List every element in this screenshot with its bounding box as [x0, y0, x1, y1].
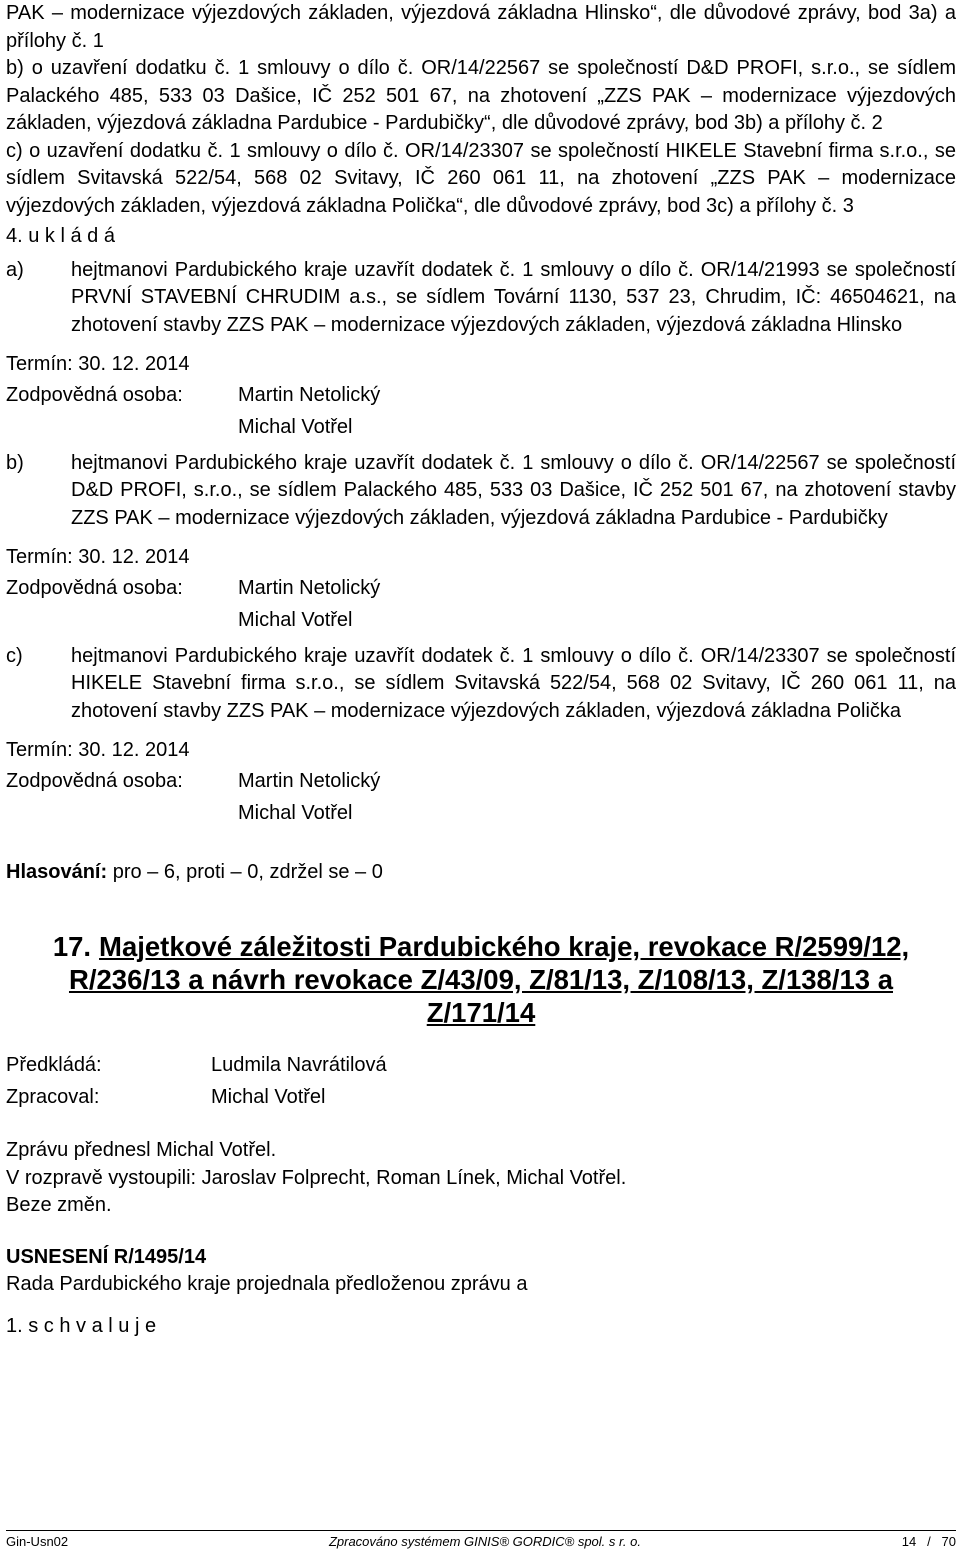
- item-text: hejtmanovi Pardubického kraje uzavřít dodatek č. 1 smlouvy o dílo č. OR/14/22567 se společností D&D PROFI, s.r.o., se sídlem Palackého 485, 533 03 Dašice, IČ 252 501 67, na zhotovení stavby ZZS PAK – modernizace výjezdových základen, výjezdová základna Pardubice - Pardubičky: [71, 451, 956, 529]
- responsible-person: Martin Netolický: [238, 576, 381, 599]
- responsible-block: [6, 765, 956, 829]
- footer-doc-code: Gin-Usn02: [6, 1534, 69, 1549]
- item-label: b): [6, 451, 24, 474]
- uklada-item-b: [6, 450, 956, 533]
- vote-result: [6, 859, 956, 887]
- responsible-person: Michal Votřel: [238, 608, 353, 631]
- item-text: hejtmanovi Pardubického kraje uzavřít dodatek č. 1 smlouvy o dílo č. OR/14/23307 se společností HIKELE Stavební firma s.r.o., se sídlem Svitavská 522/54, 568 02 Svitavy, IČ 260 061 11, na zhotovení stavby ZZS PAK – modernizace výjezdových základen, výjezdová základna Polička: [71, 644, 956, 722]
- no-changes-line: Beze změn.: [6, 1194, 112, 1216]
- item-label: c): [6, 644, 23, 667]
- zpracoval-name: Michal Votřel: [211, 1086, 326, 1108]
- termin: Termín: 30. 12. 2014: [6, 546, 190, 568]
- predklada-name: Ludmila Navrátilová: [211, 1054, 387, 1076]
- page-current: 14: [901, 1534, 917, 1549]
- responsible-block: [6, 379, 956, 443]
- speakers-line: V rozpravě vystoupili: Jaroslav Folprecht, Roman Línek, Michal Votřel.: [6, 1166, 627, 1189]
- responsible-block: [6, 572, 956, 636]
- paragraph-c: c) o uzavření dodatku č. 1 smlouvy o dílo č. OR/14/23307 se společností HIKELE Stavební firma s.r.o., se sídlem Svitavská 522/54, 568 02 Svitavy, IČ 260 061 11, na zhotovení „ZZS PAK – modernizace výjezdových základen, výjezdová základna Polička“, dle důvodové zprávy, bod 3c) a přílohy č. 3: [6, 139, 956, 217]
- footer-system: Zpracováno systémem GINIS® GORDIC® spol. s r. o.: [328, 1534, 641, 1549]
- zpracoval-label: Zpracoval:: [6, 1086, 100, 1108]
- responsible-label: Zodpovědná osoba:: [6, 576, 183, 599]
- termin: Termín: 30. 12. 2014: [6, 353, 190, 375]
- page-footer: [6, 1530, 956, 1549]
- vote-label: Hlasování:: [6, 860, 108, 883]
- termin: Termín: 30. 12. 2014: [6, 739, 190, 761]
- schvaluje-heading: 1. s c h v a l u j e: [6, 1314, 157, 1337]
- report-line: Zprávu přednesl Michal Votřel.: [6, 1139, 277, 1161]
- document-page: [6, 0, 956, 1340]
- page-number: [902, 1534, 956, 1549]
- resolution-intro: Rada Pardubického kraje projednala předloženou zprávu a: [6, 1273, 528, 1295]
- vote-text: pro – 6, proti – 0, zdržel se – 0: [107, 860, 383, 883]
- page-total: 70: [941, 1534, 956, 1549]
- page-separator: /: [927, 1534, 931, 1549]
- responsible-person: Michal Votřel: [238, 801, 353, 824]
- section-heading: [6, 930, 956, 1029]
- submitter-block: [6, 1049, 956, 1113]
- uklada-item-a: [6, 257, 956, 340]
- item-label: a): [6, 258, 24, 281]
- item-text: hejtmanovi Pardubického kraje uzavřít dodatek č. 1 smlouvy o dílo č. OR/14/21993 se společností PRVNÍ STAVEBNÍ CHRUDIM a.s., se sídlem Tovární 1130, 537 23, Chrudim, IČ: 46504621, na zhotovení stavby ZZS PAK – modernizace výjezdových základen, výjezdová základna Hlinsko: [71, 258, 956, 336]
- responsible-person: Michal Votřel: [238, 415, 353, 438]
- predklada-label: Předkládá:: [6, 1054, 102, 1076]
- responsible-label: Zodpovědná osoba:: [6, 383, 183, 406]
- paragraph-b: b) o uzavření dodatku č. 1 smlouvy o dílo č. OR/14/22567 se společností D&D PROFI, s.r.o., se sídlem Palackého 485, 533 03 Dašice, IČ 252 501 67, na zhotovení „ZZS PAK – modernizace výjezdových základen, výjezdová základna Pardubice - Pardubičky“, dle důvodové zprávy, bod 3b) a přílohy č. 2: [6, 57, 956, 134]
- section-number: 17.: [52, 931, 92, 962]
- responsible-person: Martin Netolický: [238, 769, 381, 792]
- uklada-heading: 4. u k l á d á: [6, 225, 115, 247]
- section-title: Majetkové záležitosti Pardubického kraje, revokace R/2599/12, R/236/13 a návrh revokace Z/43/09, Z/81/13, Z/108/13, Z/138/13 a Z/171/14: [68, 931, 910, 1028]
- responsible-person: Martin Netolický: [238, 383, 381, 406]
- uklada-item-c: [6, 643, 956, 726]
- paragraph-a-continuation: PAK – modernizace výjezdových základen, výjezdová základna Hlinsko“, dle důvodové zprávy, bod 3a) a přílohy č. 1: [6, 2, 956, 52]
- resolution-number: USNESENÍ R/1495/14: [6, 1245, 207, 1268]
- responsible-label: Zodpovědná osoba:: [6, 769, 183, 792]
